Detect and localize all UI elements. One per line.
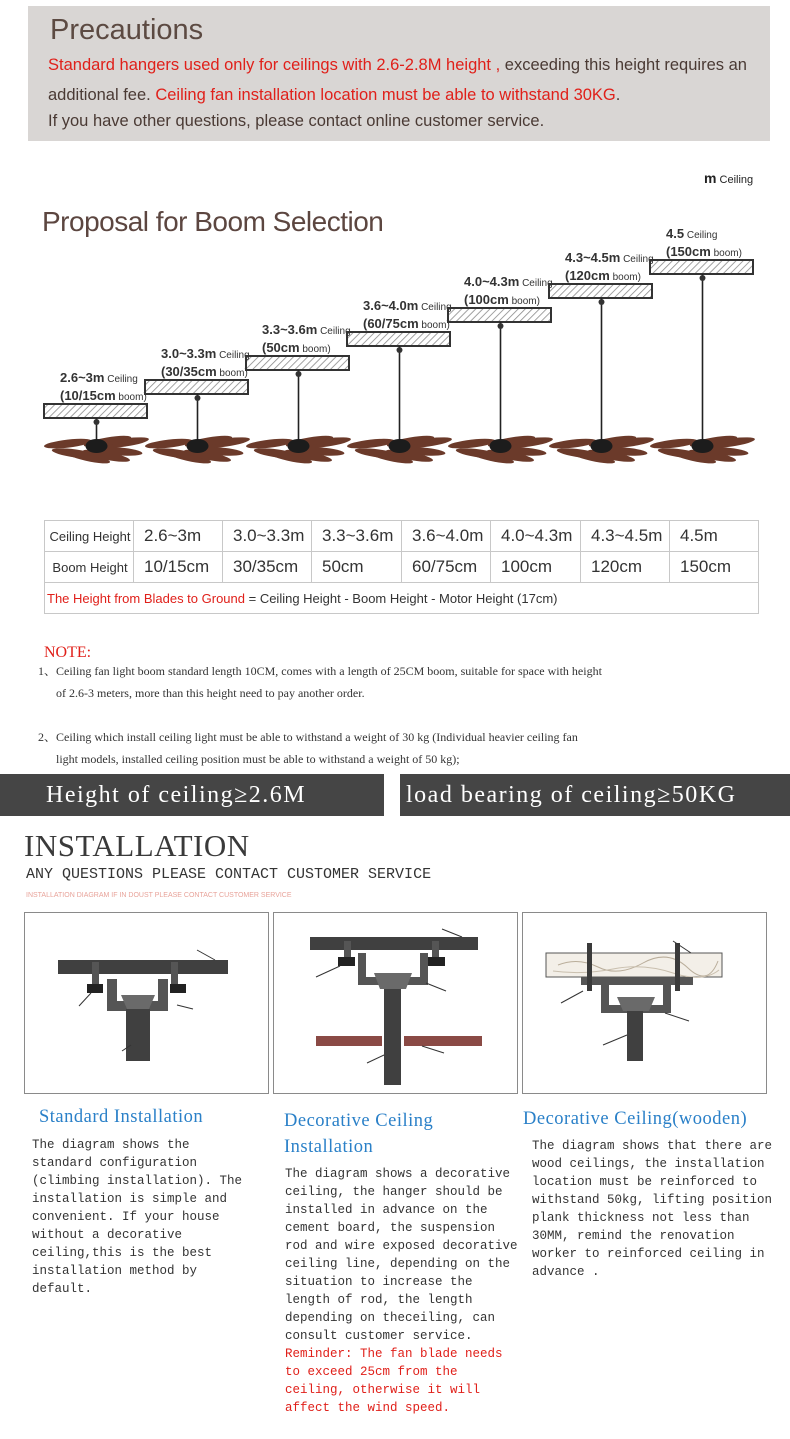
step-height: 3.6~4.0m (363, 298, 419, 313)
note-1-line-1: 1、Ceiling fan light boom standard length 10CM, comes with a length of 25CM boom, suitable for space with height (38, 664, 602, 678)
ceiling-step-5 (549, 284, 652, 298)
row-label-boom-height: Boom Height (45, 552, 134, 583)
table-row-ceiling (45, 521, 759, 552)
precautions-text (48, 50, 768, 110)
precautions-weight-note: Ceiling fan installation location must be able to withstand 30KG (150, 86, 616, 104)
step-height: 4.3~4.5m (565, 250, 621, 265)
note-1-line-2: of 2.6-3 meters, more than this height need to pay another order. (56, 686, 365, 700)
table-cell: 3.6~4.0m (402, 521, 491, 552)
fan-motor-6 (692, 439, 714, 453)
formula-cell (45, 583, 759, 614)
fan-motor-0 (86, 439, 108, 453)
installation-title: INSTALLATION (24, 828, 250, 863)
fan-motor-2 (288, 439, 310, 453)
load-bearing-bar: load bearing of ceiling≥50KG (400, 774, 790, 816)
table-row-boom (45, 552, 759, 583)
decorative-installation-heading: Decorative Ceiling Installation (284, 1111, 434, 1157)
step-boom: (120cm (565, 268, 610, 283)
step-label-1 (161, 346, 250, 382)
fan-blade-1-0 (145, 437, 194, 450)
step-boom: (30/35cm (161, 364, 217, 379)
step-label-2 (262, 322, 351, 358)
step-boom-word: boom) (299, 344, 331, 355)
step-ceiling-word: Ceiling (104, 374, 138, 385)
legend-ceiling: Ceiling (719, 174, 754, 186)
step-ceiling-word: Ceiling (620, 254, 654, 265)
fan-blade-3-0 (347, 437, 396, 450)
fan-motor-5 (591, 439, 613, 453)
precautions-height-note: Standard hangers used only for ceilings with 2.6-2.8M height , (48, 56, 501, 74)
table-cell: 10/15cm (134, 552, 223, 583)
step-label-4 (464, 274, 553, 310)
ceiling-step-1 (145, 380, 248, 394)
rod-cap-3 (397, 347, 403, 353)
table-row-formula (45, 583, 759, 614)
table-cell: 4.5m (670, 521, 759, 552)
boom-selection-section (28, 148, 770, 626)
rod-cap-0 (94, 419, 100, 425)
boom-table (44, 520, 759, 614)
standard-mount-illustration (25, 913, 268, 1093)
step-ceiling-word: Ceiling (317, 326, 351, 337)
installation-subtitle: ANY QUESTIONS PLEASE CONTACT CUSTOMER SERVICE (26, 866, 432, 883)
fan-motor-1 (187, 439, 209, 453)
installation-tiny-caption: INSTALLATION DIAGRAM IF IN DOUST PLEASE CONTACT CUSTOMER SERVICE (26, 892, 292, 899)
note-heading: NOTE: (44, 644, 92, 661)
decorative-installation-reminder: Reminder: The fan blade needs to exceed 25cm from the ceiling, otherwise it will affect the wind speed. (285, 1347, 503, 1415)
step-height: 3.0~3.3m (161, 346, 217, 361)
formula-label: The Height from Blades to Ground (47, 590, 245, 606)
table-cell: 60/75cm (402, 552, 491, 583)
ceiling-height-bar: Height of ceiling≥2.6M (0, 774, 384, 816)
fan-blade-4-0 (448, 437, 497, 450)
step-ceiling-word: Ceiling (418, 302, 452, 313)
precautions-box (28, 6, 770, 141)
ceiling-step-3 (347, 332, 450, 346)
standard-installation-text: The diagram shows the standard configuration (climbing installation). The installation is simple and convenient. If your house without a decorative ceiling,this is the best installation method by default. (32, 1138, 243, 1296)
table-cell: 120cm (581, 552, 670, 583)
table-cell: 3.0~3.3m (223, 521, 312, 552)
precautions-fee-note: exceeding this height requires an additional fee. (48, 56, 747, 104)
rod-cap-4 (498, 323, 504, 329)
step-boom: (60/75cm (363, 316, 419, 331)
precautions-period: . (615, 86, 621, 104)
wooden-ceiling-text: The diagram shows that there are wood ceilings, the installation location must be reinforced to withstand 50kg, lifting position plank thickness not less than 30MM, remind the renovation worker to reinforced ceiling in advance . (532, 1139, 773, 1279)
decorative-installation-text (285, 1165, 520, 1417)
step-boom: (150cm (666, 244, 711, 259)
step-boom-word: boom) (418, 320, 450, 331)
rod-cap-5 (599, 299, 605, 305)
ceiling-step-6 (650, 260, 753, 274)
note-paragraph-1 (38, 660, 778, 704)
step-height: 4.0~4.3m (464, 274, 520, 289)
note-paragraph-2 (38, 726, 778, 770)
ceiling-step-0 (44, 404, 147, 418)
table-cell: 3.3~3.6m (312, 521, 402, 552)
ceiling-step-2 (246, 356, 349, 370)
fan-motor-3 (389, 439, 411, 453)
step-label-5 (565, 250, 654, 286)
decorative-mount-illustration (274, 913, 517, 1093)
step-height: 4.5 (666, 226, 685, 241)
standard-installation-diagram (24, 912, 269, 1094)
ceiling-step-4 (448, 308, 551, 322)
table-cell: 30/35cm (223, 552, 312, 583)
precautions-contact: If you have other questions, please contact online customer service. (48, 112, 545, 130)
step-ceiling-word: Ceiling (216, 350, 250, 361)
step-boom: (100cm (464, 292, 509, 307)
table-cell: 4.3~4.5m (581, 521, 670, 552)
note-2-line-2: light models, installed ceiling position must be able to withstand a weight of 50 kg); (56, 752, 460, 766)
step-ceiling-word: Ceiling (519, 278, 553, 289)
step-label-0 (60, 370, 147, 406)
wooden-mount-illustration (523, 913, 766, 1093)
step-boom-word: boom) (710, 248, 742, 259)
step-boom: (10/15cm (60, 388, 116, 403)
step-height: 2.6~3m (60, 370, 105, 385)
step-label-6 (666, 226, 742, 262)
rod-cap-1 (195, 395, 201, 401)
step-ceiling-word: Ceiling (684, 230, 718, 241)
table-cell: 50cm (312, 552, 402, 583)
standard-installation-heading: Standard Installation (39, 1107, 204, 1127)
rod-cap-6 (700, 275, 706, 281)
step-height: 3.3~3.6m (262, 322, 318, 337)
decorative-ceiling-diagram (273, 912, 518, 1094)
step-boom-word: boom) (216, 368, 248, 379)
legend-m: m (704, 170, 717, 186)
table-cell: 2.6~3m (134, 521, 223, 552)
step-boom-word: boom) (609, 272, 641, 283)
fan-blade-6-0 (650, 437, 699, 450)
wooden-ceiling-heading: Decorative Ceiling(wooden) (523, 1109, 748, 1129)
fan-blade-0-0 (44, 437, 93, 450)
table-cell: 150cm (670, 552, 759, 583)
fan-motor-4 (490, 439, 512, 453)
step-boom-word: boom) (508, 296, 540, 307)
note-2-line-1: 2、Ceiling which install ceiling light must be able to withstand a weight of 30 kg (Individual heavier ceiling fan (38, 730, 578, 744)
decorative-installation-body: The diagram shows a decorative ceiling, the hanger should be installed in advance on the cement board, the suspension rod and wire exposed decorative ceiling line, depending on the situation to increase the length of rod, the length depending on theceiling, can consult customer service. (285, 1167, 518, 1343)
precautions-title: Precautions (50, 14, 204, 46)
step-boom: (50cm (262, 340, 300, 355)
formula-text: = Ceiling Height - Boom Height - Motor Height (17cm) (245, 590, 558, 606)
fan-blade-5-0 (549, 437, 598, 450)
boom-title: Proposal for Boom Selection (42, 206, 384, 237)
step-label-3 (363, 298, 452, 334)
wooden-ceiling-diagram (522, 912, 767, 1094)
rod-cap-2 (296, 371, 302, 377)
row-label-ceiling-height: Ceiling Height (45, 521, 134, 552)
table-cell: 4.0~4.3m (491, 521, 581, 552)
fan-blade-2-0 (246, 437, 295, 450)
step-boom-word: boom) (115, 392, 147, 403)
table-cell: 100cm (491, 552, 581, 583)
